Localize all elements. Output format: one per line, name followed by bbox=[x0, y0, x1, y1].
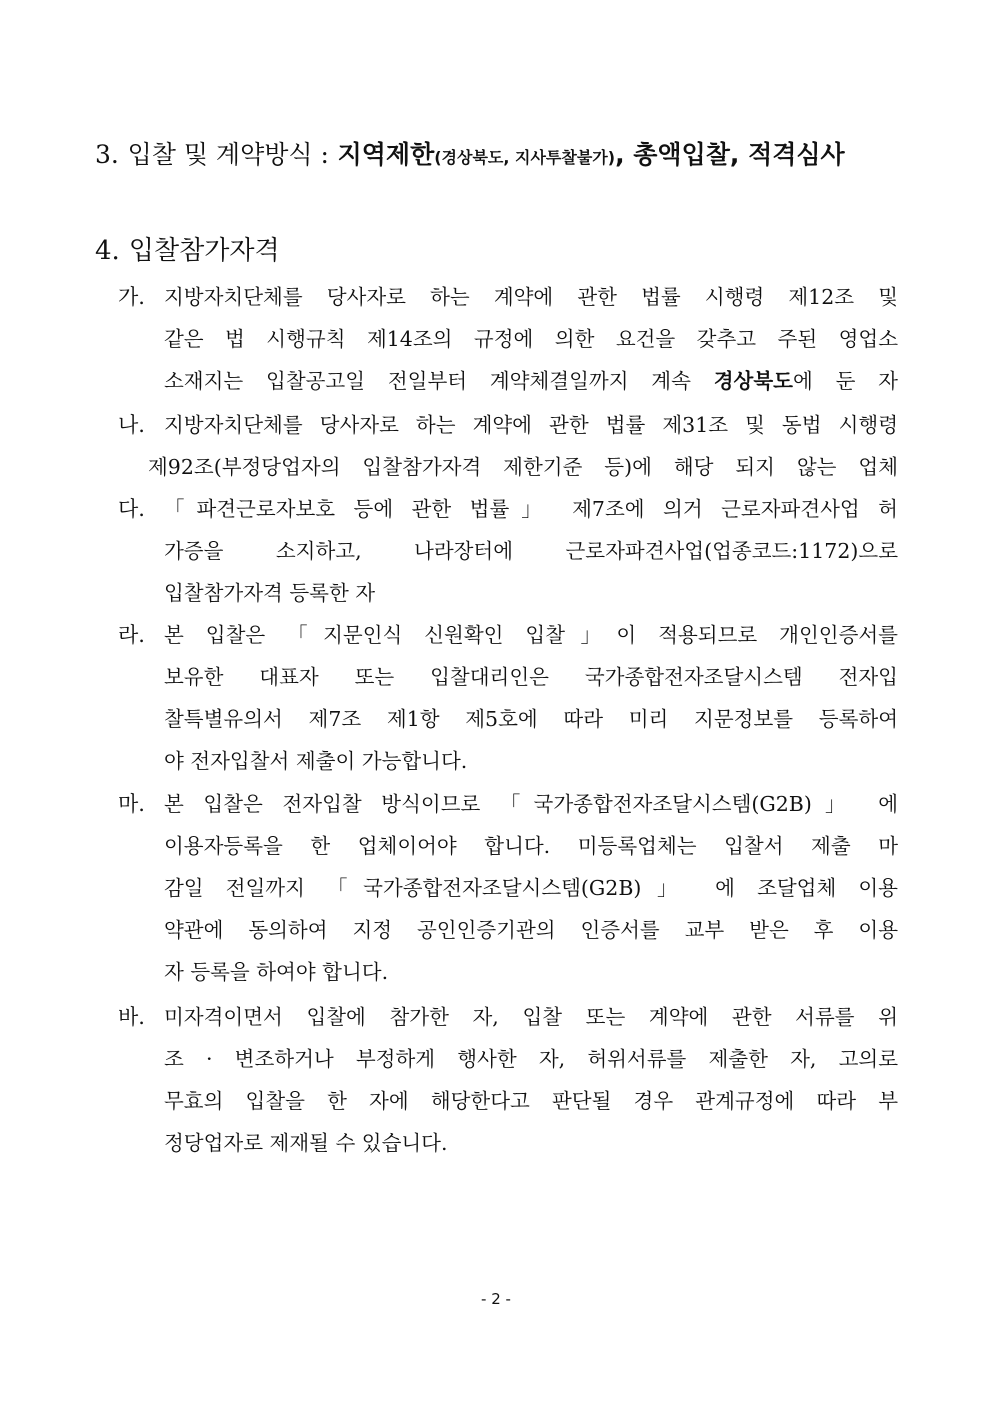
qualification-item bbox=[118, 996, 898, 1164]
item-line: 본 입찰은 「지문인식 신원확인 입찰」이 적용되므로 개인인증서를 bbox=[164, 623, 898, 647]
item-line: 조 · 변조하거나 부정하게 행사한 자, 허위서류를 제출한 자, 고의로 bbox=[164, 1047, 898, 1071]
item-line: 보유한 대표자 또는 입찰대리인은 국가종합전자조달시스템 전자입 bbox=[164, 665, 898, 689]
item-line: 입찰참가자격 등록한 자 bbox=[164, 581, 376, 605]
section-4-number: 4. bbox=[95, 236, 120, 266]
item-line: 제92조(부정당업자의 입찰참가자격 제한기준 등)에 해당 되지 않는 업체 bbox=[148, 455, 898, 479]
item-marker: 마. bbox=[118, 792, 145, 816]
item-line: 감일 전일까지 「국가종합전자조달시스템(G2B)」 에 조달업체 이용 bbox=[164, 876, 898, 900]
item-line: 약관에 동의하여 지정 공인인증기관의 인증서를 교부 받은 후 이용 bbox=[164, 918, 898, 942]
item-line bbox=[164, 360, 898, 402]
item-line: 야 전자입찰서 제출이 가능합니다. bbox=[164, 749, 468, 773]
item-line: 같은 법 시행규칙 제14조의 규정에 의한 요건을 갖추고 주된 영업소 bbox=[164, 327, 898, 351]
item-line: 무효의 입찰을 한 자에 해당한다고 판단될 경우 관계규정에 따라 부 bbox=[164, 1089, 898, 1113]
section-3-region: 지역제한 bbox=[337, 140, 435, 169]
section-4-heading bbox=[95, 234, 905, 268]
section-3-heading bbox=[95, 138, 905, 175]
item-line: 「파견근로자보호 등에 관한 법률」 제7조에 의거 근로자파견사업 허 bbox=[164, 497, 898, 521]
item-line-text: 에 둔 자 bbox=[792, 369, 898, 393]
item-line: 본 입찰은 전자입찰 방식이므로 「국가종합전자조달시스템(G2B)」 에 bbox=[164, 792, 898, 816]
item-line: 찰특별유의서 제7조 제1항 제5호에 따라 미리 지문정보를 등록하여 bbox=[164, 707, 898, 731]
item-marker: 나. bbox=[118, 413, 145, 437]
section-4-title: 입찰참가자격 bbox=[128, 236, 280, 266]
item-marker: 가. bbox=[118, 285, 145, 309]
section-3-region-detail: (경상북도, 지사투찰불가) bbox=[434, 148, 616, 167]
item-line-text: 소재지는 입찰공고일 전일부터 계약체결일까지 계속 bbox=[164, 369, 714, 393]
page-number: - 2 - bbox=[481, 1290, 511, 1308]
section-3-label: 입찰 및 계약방식 : bbox=[127, 140, 329, 169]
section-3-number: 3. bbox=[95, 140, 119, 169]
region-emphasis: 경상북도 bbox=[713, 369, 793, 393]
item-marker: 바. bbox=[118, 1005, 145, 1029]
item-line: 미자격이면서 입찰에 참가한 자, 입찰 또는 계약에 관한 서류를 위 bbox=[164, 1005, 898, 1029]
qualification-item bbox=[118, 276, 898, 402]
item-line: 지방자치단체를 당사자로 하는 계약에 관한 법률 시행령 제12조 및 bbox=[164, 285, 898, 309]
item-line: 지방자치단체를 당사자로 하는 계약에 관한 법률 제31조 및 동법 시행령 bbox=[164, 413, 898, 437]
item-line: 가증을 소지하고, 나라장터에 근로자파견사업(업종코드:1172)으로 bbox=[164, 539, 898, 563]
qualification-item bbox=[118, 614, 898, 782]
item-line: 자 등록을 하여야 합니다. bbox=[164, 960, 389, 984]
item-marker: 다. bbox=[118, 497, 145, 521]
qualification-item bbox=[118, 488, 898, 614]
qualification-item bbox=[118, 404, 898, 488]
section-3-method: , 총액입찰, 적격심사 bbox=[615, 140, 845, 169]
item-line: 이용자등록을 한 업체이어야 합니다. 미등록업체는 입찰서 제출 마 bbox=[164, 834, 898, 858]
qualification-item bbox=[118, 783, 898, 993]
item-marker: 라. bbox=[118, 623, 145, 647]
item-line: 정당업자로 제재될 수 있습니다. bbox=[164, 1131, 448, 1155]
